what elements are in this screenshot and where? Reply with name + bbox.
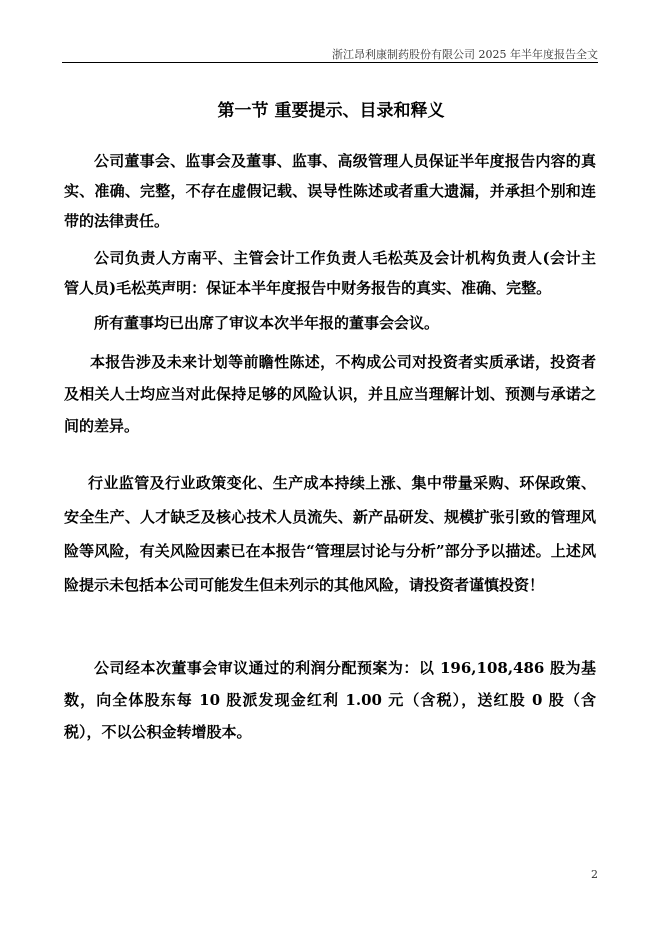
paragraph-directors-attendance: 所有董事均已出席了审议本次半年报的董事会会议。: [94, 314, 440, 332]
page-number: 2: [591, 868, 598, 881]
paragraph-board-guarantee: 公司董事会、监事会及董事、监事、高级管理人员保证半年度报告内容的真实、准确、完整，不存在虚假记载、误导性陈述或者重大遗漏，并承担个别和连带的法律责任。: [64, 152, 596, 230]
section-title: 第一节 重要提示、目录和释义: [217, 101, 445, 121]
paragraph-responsible-persons-statement: 公司负责人方南平、主管会计工作负责人毛松英及会计机构负责人(会计主管人员)毛松英声明：保证本半年度报告中财务报告的真实、准确、完整。: [64, 249, 596, 297]
paragraph-forward-looking-statement: 本报告涉及未来计划等前瞻性陈述，不构成公司对投资者实质承诺，投资者及相关人士均应当对此保持足够的风险认识，并且应当理解计划、预测与承诺之间的差异。: [64, 353, 596, 435]
paragraph-profit-distribution: 公司经本次董事会审议通过的利润分配预案为：以 196,108,486 股为基数，向全体股东每 10 股派发现金红利 1.00 元（含税），送红股 0 股（含税），不以公积金转增股本。: [64, 659, 596, 741]
header-divider: [62, 62, 598, 63]
paragraph-risk-factors: 行业监管及行业政策变化、生产成本持续上涨、集中带量采购、环保政策、安全生产、人才缺乏及核心技术人员流失、新产品研发、规模扩张引致的管理风险等风险，有关风险因素已在本报告“管理层讨论与分析”部分予以描述。上述风险提示未包括本公司可能发生但未列示的其他风险，请投资者谨慎投资！: [64, 474, 596, 594]
running-header: 浙江昂利康制药股份有限公司 2025 年半年度报告全文: [332, 48, 598, 61]
